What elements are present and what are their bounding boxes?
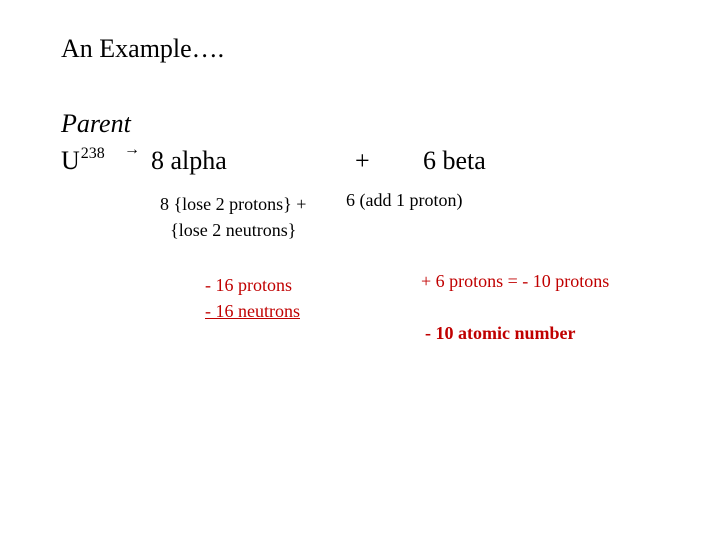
- alpha-description-line1: 8 {lose 2 protons} +: [160, 194, 307, 214]
- beta-result: + 6 protons = - 10 protons: [421, 271, 610, 291]
- plus-sign: +: [355, 146, 370, 175]
- atomic-number-result: - 10 atomic number: [425, 323, 576, 343]
- alpha-result: [205, 272, 300, 324]
- alpha-description-line2: {lose 2 neutrons}: [170, 220, 297, 240]
- decay-arrow: →: [124, 141, 140, 158]
- parent-isotope: [61, 145, 105, 175]
- slide-title: An Example….: [61, 34, 225, 63]
- beta-term: 6 beta: [423, 146, 486, 175]
- alpha-result-neutrons: - 16 neutrons: [205, 301, 300, 321]
- parent-label: Parent: [61, 109, 131, 138]
- beta-description: 6 (add 1 proton): [346, 190, 463, 210]
- element-symbol: U: [61, 146, 80, 175]
- alpha-description: [160, 191, 306, 243]
- mass-number: 238: [80, 145, 105, 162]
- alpha-result-protons: - 16 protons: [205, 275, 292, 295]
- alpha-term: 8 alpha: [151, 146, 227, 175]
